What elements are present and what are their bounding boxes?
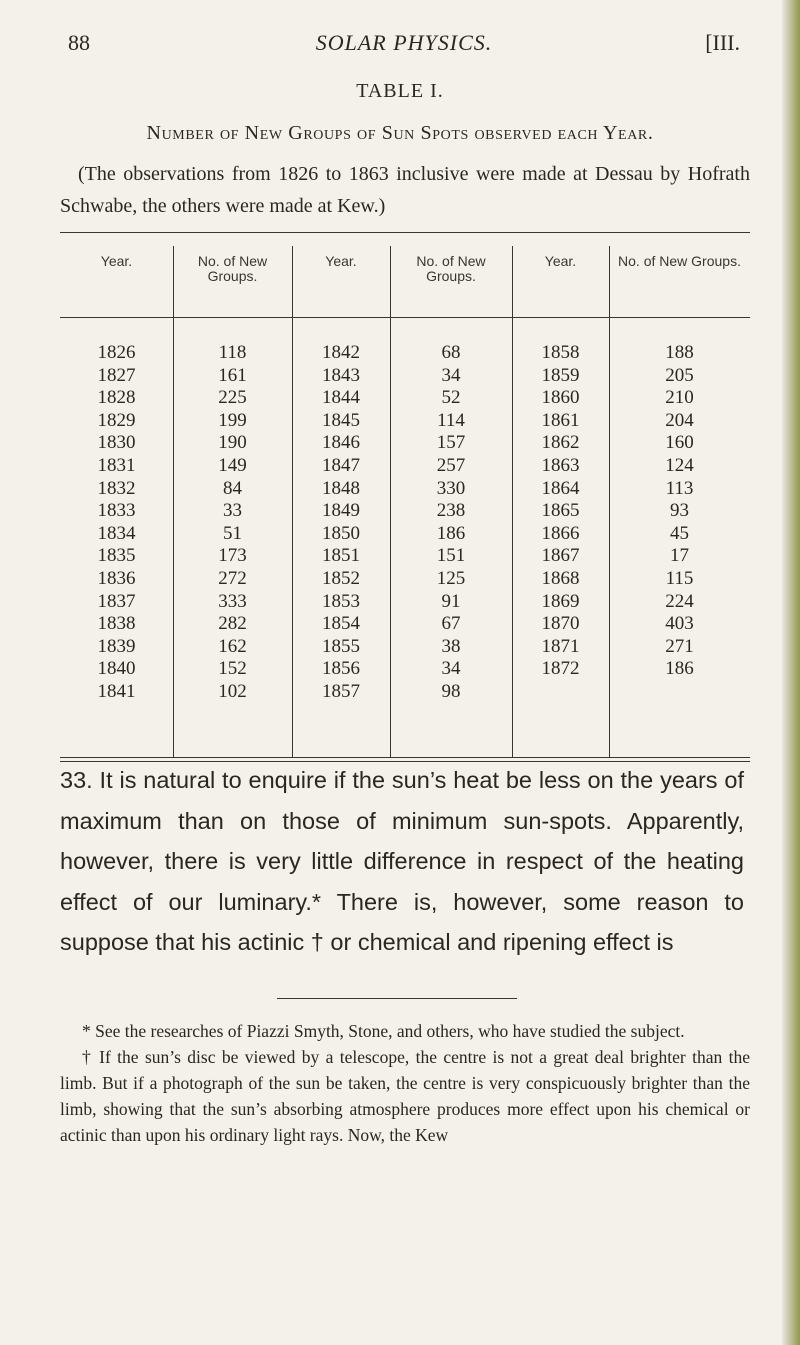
table-cell: 1838: [97, 613, 136, 635]
table-cell: 157: [436, 432, 466, 454]
table-cell: 1842: [322, 342, 360, 363]
table-cell: 67: [441, 613, 461, 635]
table-cell: 1836: [97, 567, 136, 589]
table-cell: 1858: [541, 342, 580, 363]
table-cell: 1827: [97, 364, 136, 386]
table-cell: 204: [665, 409, 694, 431]
table-cell: 162: [218, 635, 247, 657]
table-cell: 333: [218, 590, 247, 612]
table-cell: 1868: [541, 567, 580, 589]
table-cell: 1864: [541, 477, 580, 499]
table-cell: 51: [223, 522, 242, 544]
table-cell: 1832: [97, 477, 136, 499]
table-cell: 98: [441, 680, 461, 702]
running-header: [68, 30, 740, 60]
table-cell: 1847: [322, 454, 360, 476]
header-year: Year.: [544, 253, 577, 269]
table-cell: 173: [218, 545, 247, 567]
table-cell: 1852: [322, 567, 360, 589]
column-groups: [173, 342, 292, 704]
table-cell: 1871: [541, 635, 580, 657]
column-years: [292, 342, 390, 704]
chapter-marker: [III.: [705, 30, 740, 55]
table-cell: 124: [665, 454, 694, 476]
header-year: Year.: [100, 253, 133, 269]
table-cell: 1831: [97, 454, 136, 476]
header-year: Year.: [325, 253, 357, 269]
page-number: 88: [68, 30, 90, 55]
table-cell: 102: [218, 680, 247, 702]
table-cell: 68: [441, 342, 461, 363]
table-cell: 113: [665, 477, 694, 499]
table-cell: 1845: [322, 409, 360, 431]
table-cell: 38: [441, 635, 461, 657]
table-cell: 149: [218, 454, 247, 476]
running-title: SOLAR PHYSICS.: [315, 30, 493, 55]
table-cell: 199: [218, 409, 247, 431]
table-cell: 45: [670, 522, 689, 544]
column-years: [60, 342, 173, 704]
table-cell: 1869: [541, 590, 580, 612]
table-cell: 1840: [97, 658, 136, 680]
table-cell: 1843: [322, 364, 360, 386]
table-cell: 91: [441, 590, 461, 612]
table-cell: 1829: [97, 409, 136, 431]
table-cell: 33: [223, 500, 242, 522]
table-cell: 238: [436, 500, 466, 522]
table-cell: 160: [665, 432, 694, 454]
table-cell: 115: [665, 567, 694, 589]
table-cell: 224: [665, 590, 694, 612]
footnote: † If the sun’s disc be viewed by a telescope, the centre is not a great deal brighter than the limb. But if a photograph of the sun be taken, the centre is very conspicuously brighter than the limb, showing that the sun’s absorbing atmosphere produces more effect upon his chemical or actinic than upon his ordinary light rays. Now, the Kew: [60, 1047, 750, 1145]
table-cell: 1854: [322, 613, 360, 635]
footnote: * See the researches of Piazzi Smyth, Stone, and others, who have studied the subject.: [82, 1021, 685, 1041]
header-groups: No. of New Groups.: [197, 253, 268, 284]
footnote-rule: [277, 998, 517, 999]
body-paragraph: 33. It is natural to enquire if the sun’s heat be less on the years of maximum than on those of minimum sun-spots. Apparently, however, there is very little difference in respect of the heating effect of our luminary.* There is, however, some reason to suppose that his actinic † or chemical and ripening effect is: [60, 767, 744, 955]
table-cell: 1826: [97, 342, 136, 363]
table-cell: 205: [665, 364, 694, 386]
table-cell: 190: [218, 432, 247, 454]
table-cell: 1839: [97, 635, 136, 657]
table-cell: 1848: [322, 477, 360, 499]
table-top-rule: [60, 232, 750, 233]
table-cell: 330: [436, 477, 466, 499]
table-cell: 1856: [322, 658, 360, 680]
table-cell: 1860: [541, 387, 580, 409]
table-cell: 1833: [97, 500, 136, 522]
table-cell: 1872: [541, 658, 580, 680]
table-cell: 17: [670, 545, 689, 567]
table-cell: 1844: [322, 387, 360, 409]
table-cell: 151: [436, 545, 466, 567]
table-cell: 1853: [322, 590, 360, 612]
table-cell: 84: [223, 477, 242, 499]
table-cell: 34: [441, 658, 461, 680]
table-cell: 125: [436, 567, 466, 589]
column-groups: [390, 342, 512, 704]
table-cell: 1841: [97, 680, 136, 702]
table-cell: 1866: [541, 522, 580, 544]
table-cell: 1850: [322, 522, 360, 544]
table-cell: 1851: [322, 545, 360, 567]
table-cell: 1830: [97, 432, 136, 454]
table-cell: 403: [665, 613, 694, 635]
table-cell: 272: [218, 567, 247, 589]
table-cell: 186: [436, 522, 466, 544]
table-note-text: (The observations from 1826 to 1863 inclusive were made at Dessau by Hofrath Schwabe, the others were made at Kew.): [60, 163, 750, 217]
footnotes: [60, 1018, 750, 1148]
table-cell: 282: [218, 613, 247, 635]
table-cell: 1837: [97, 590, 136, 612]
table-cell: 1870: [541, 613, 580, 635]
table-cell: 1857: [322, 680, 360, 702]
column-groups: [609, 342, 750, 681]
table-cell: 225: [218, 387, 247, 409]
sunspot-table: [60, 232, 750, 772]
table-note: [60, 158, 750, 222]
table-cell: 271: [665, 635, 694, 657]
table-caption: Number of New Groups of Sun Spots observed each Year.: [146, 122, 654, 144]
table-cell: 52: [441, 387, 461, 409]
table-title: TABLE I.: [356, 80, 444, 102]
table-cell: 93: [670, 500, 689, 522]
table-cell: 161: [218, 364, 247, 386]
table-cell: 210: [665, 387, 694, 409]
table-cell: 1859: [541, 364, 580, 386]
table-cell: 1865: [541, 500, 580, 522]
table-bottom-rule: [60, 757, 750, 758]
table-cell: 1855: [322, 635, 360, 657]
table-cell: 34: [441, 364, 461, 386]
table-cell: 188: [665, 342, 694, 363]
header-groups: No. of New Groups.: [618, 253, 741, 269]
table-cell: 1828: [97, 387, 136, 409]
table-cell: 1867: [541, 545, 580, 567]
table-cell: 186: [665, 658, 694, 680]
header-groups: No. of New Groups.: [416, 253, 486, 284]
table-cell: 1846: [322, 432, 360, 454]
table-cell: 1834: [97, 522, 136, 544]
table-cell: 257: [436, 454, 466, 476]
table-cell: 1861: [541, 409, 580, 431]
table-cell: 114: [437, 409, 465, 431]
table-cell: 118: [218, 342, 247, 363]
page-edge: [782, 0, 800, 1345]
table-cell: 1863: [541, 454, 580, 476]
table-header-rule: [60, 317, 750, 318]
table-cell: 1849: [322, 500, 360, 522]
table-cell: 152: [218, 658, 247, 680]
table-cell: 1862: [541, 432, 580, 454]
column-years: [512, 342, 609, 681]
table-cell: 1835: [97, 545, 136, 567]
